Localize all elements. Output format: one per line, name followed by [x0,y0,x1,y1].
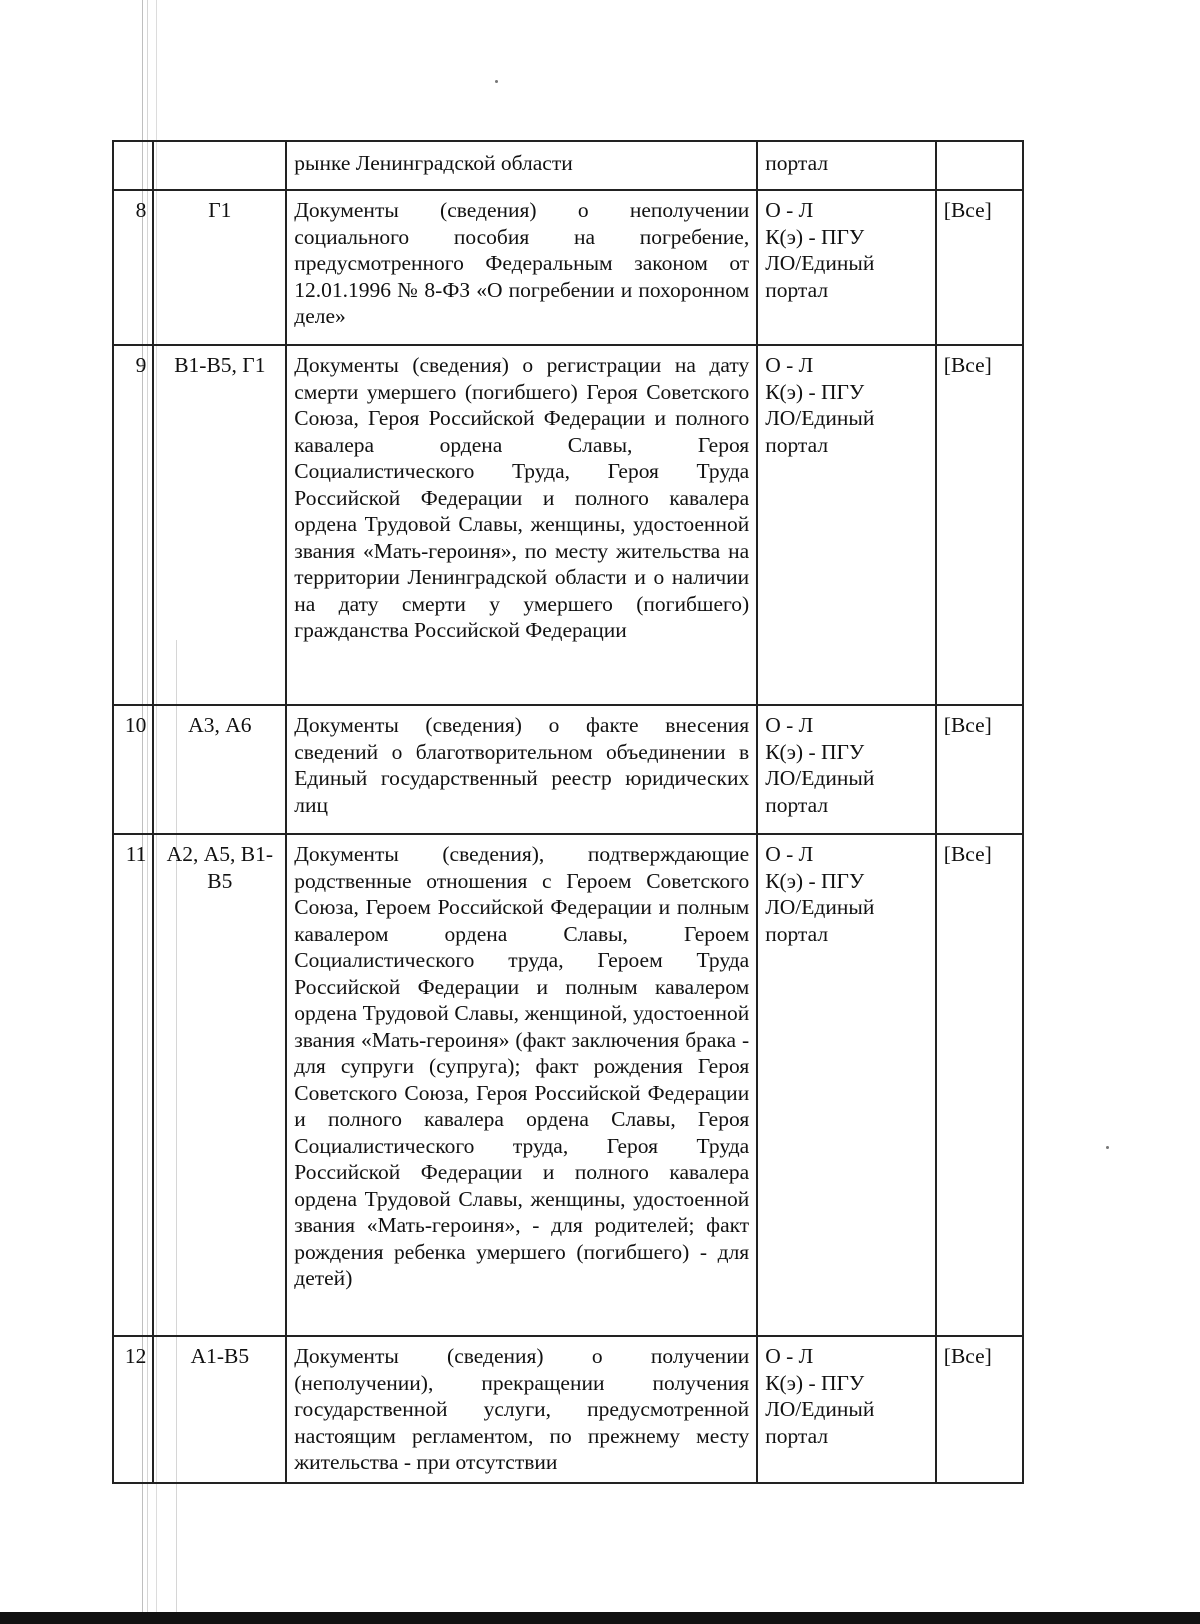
source-line: портал [765,921,829,946]
table-row-continuation [113,141,1023,190]
row-number-cell: 11 [113,834,153,1336]
document-description-cell: Документы (сведения) о получении (неполучении), прекращении получения государственной услуги, предусмотренной настоящим регламентом, по прежнему месту жительства - при отсутствии [286,1336,757,1483]
row-number-cell: 8 [113,190,153,345]
recipients-cell: [Все] [936,345,1023,705]
recipients-cell: [Все] [936,1336,1023,1483]
table-row [113,1336,1023,1483]
category-code-cell [153,141,286,190]
scan-bottom-edge [0,1612,1200,1624]
recipients-cell: [Все] [936,705,1023,834]
source-line: портал [765,151,829,175]
source-line: О - Л [765,198,814,222]
document-description-cell: Документы (сведения) о регистрации на дату смерти умершего (погибшего) Героя Советского Союза, Героя Российской Федерации и полного кавалера ордена Славы, Героя Социалистического Труда, Героя Труда Российской Федерации и полного кавалера ордена Трудовой Славы, женщины, удостоенной звания «Мать-героиня», по месту жительства на территории Ленинградской области и о наличии на дату смерти у умершего (погибшего) гражданства Российской Федерации [286,345,757,705]
source-line: ЛО/Единый [765,895,875,919]
source-line: О - Л [765,842,814,866]
request-source-cell [757,190,936,345]
source-line: К(э) - ПГУ [765,868,865,893]
document-description-cell: рынке Ленинградской области [286,141,757,190]
source-line: К(э) - ПГУ [765,224,865,249]
recipients-cell [936,141,1023,190]
source-line: ЛО/Единый [765,1397,875,1421]
source-line: О - Л [765,353,814,377]
source-line: ЛО/Единый [765,766,875,790]
request-source-cell [757,345,936,705]
recipients-cell: [Все] [936,190,1023,345]
scan-speck [1106,1146,1109,1149]
category-code-cell: А2, А5, В1-В5 [153,834,286,1336]
request-source-cell [757,1336,936,1483]
source-line: ЛО/Единый [765,251,875,275]
row-number-cell: 10 [113,705,153,834]
row-number-cell [113,141,153,190]
category-code-cell: А1-В5 [153,1336,286,1483]
document-description-cell: Документы (сведения) о факте внесения сведений о благотворительном объединении в Единый государственный реестр юридических лиц [286,705,757,834]
category-code-cell: В1-В5, Г1 [153,345,286,705]
row-number-cell: 12 [113,1336,153,1483]
source-line: К(э) - ПГУ [765,739,865,764]
document-description-cell: Документы (сведения) о неполучении социального пособия на погребение, предусмотренного Федеральным законом от 12.01.1996 № 8-ФЗ «О погребении и похоронном деле» [286,190,757,345]
table-row [113,345,1023,705]
source-line: О - Л [765,1344,814,1368]
source-line: портал [765,1423,829,1448]
source-line: портал [765,792,829,817]
source-line: К(э) - ПГУ [765,379,865,404]
source-line: портал [765,432,829,457]
document-description-cell: Документы (сведения), подтверждающие родственные отношения с Героем Советского Союза, Героем Российской Федерации и полным кавалером ордена Славы, Героем Социалистического труда, Героем Труда Российской Федерации и полным кавалером ордена Трудовой Славы, женщиной, удостоенной звания «Мать-героиня» (факт заключения брака - для супруги (супруга); факт рождения Героя Советского Союза, Героя Российской Федерации и полного кавалера ордена Славы, Героя Социалистического труда, Героя Труда Российской Федерации и полного кавалера ордена Трудовой Славы, женщины, удостоенной звания «Мать-героиня», - для родителей; факт рождения ребенка умершего (погибшего) - для детей) [286,834,757,1336]
source-line: ЛО/Единый [765,406,875,430]
source-line: О - Л [765,713,814,737]
source-line: К(э) - ПГУ [765,1370,865,1395]
category-code-cell: Г1 [153,190,286,345]
category-code-cell: А3, А6 [153,705,286,834]
table-row [113,834,1023,1336]
request-source-cell [757,705,936,834]
source-line: портал [765,277,829,302]
row-number-cell: 9 [113,345,153,705]
request-source-cell [757,141,936,190]
table-row [113,705,1023,834]
documents-table [112,140,1024,1484]
scan-speck [495,80,498,83]
recipients-cell: [Все] [936,834,1023,1336]
table-row [113,190,1023,345]
request-source-cell [757,834,936,1336]
